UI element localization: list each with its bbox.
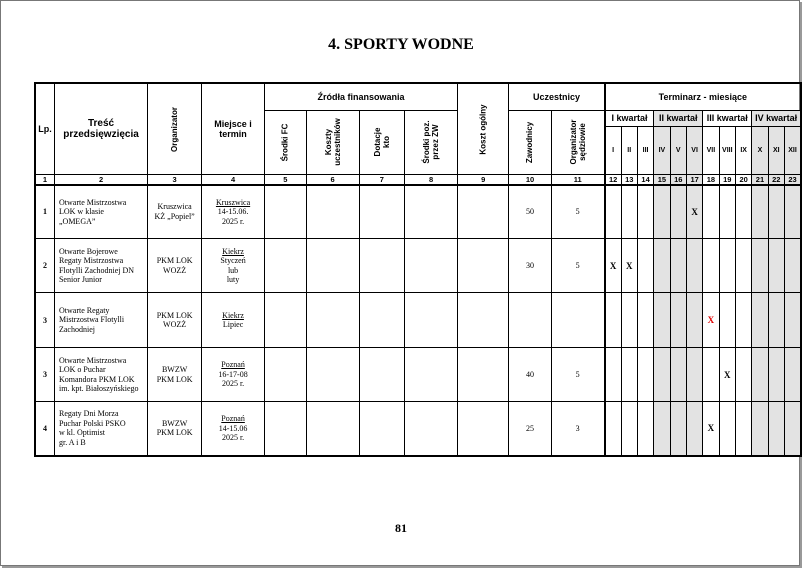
row-zawodnicy: 40 [509, 348, 551, 402]
cell-line: im. kpt. Białoszyńskiego [58, 384, 139, 393]
column-number-23: 23 [784, 174, 801, 185]
column-number-1: 1 [35, 174, 54, 185]
header-terminarz: Terminarz - miesiące [605, 83, 801, 110]
row-finance-6 [306, 293, 359, 348]
header-month-12: XII [784, 126, 801, 174]
row-finance-8 [405, 293, 458, 348]
row-month-12 [784, 348, 801, 402]
row-tresc [54, 348, 147, 402]
header-zawodnicy: Zawodnicy [509, 110, 551, 174]
row-month-10 [752, 185, 768, 239]
cell-line: WOZŻ [163, 320, 187, 329]
cell-line: Zachodniej [58, 324, 95, 334]
row-finance-8 [405, 402, 458, 456]
row-miejsce [202, 402, 265, 456]
row-month-5 [670, 185, 686, 239]
page-title: 4. SPORTY WODNE [328, 36, 474, 53]
row-month-4 [654, 348, 670, 402]
column-number-11: 11 [551, 174, 605, 185]
column-number-3: 3 [148, 174, 202, 185]
header-month-5: V [670, 126, 686, 174]
row-month-2 [621, 348, 637, 402]
row-month-3 [637, 348, 653, 402]
cell-line: Otwarte Mistrzostwa [58, 355, 127, 365]
header-organizator-sedziowie: Organizator sędziowie [551, 110, 605, 174]
row-month-11 [768, 348, 784, 402]
header-month-6: VI [686, 126, 702, 174]
row-month-4 [654, 185, 670, 239]
row-month-2 [621, 185, 637, 239]
row-finance-9 [458, 293, 509, 348]
row-finance-5 [264, 239, 306, 293]
row-miejsce [202, 348, 265, 402]
cell-line: 2025 r. [221, 379, 245, 389]
row-lp: 2 [35, 239, 54, 293]
cell-line: Flotylli Zachodniej DN [58, 265, 135, 275]
column-number-21: 21 [752, 174, 768, 185]
row-month-1 [605, 402, 621, 456]
cell-line: Otwarte Mistrzostwa [58, 197, 127, 207]
cell-line: Senior Junior [58, 275, 102, 284]
events-table [34, 82, 802, 457]
cell-line: lub [227, 265, 239, 275]
row-month-9 [736, 348, 752, 402]
row-month-8: X [719, 348, 735, 402]
row-month-5 [670, 402, 686, 456]
row-lp: 3 [35, 348, 54, 402]
row-month-7 [703, 348, 719, 402]
column-number-14: 14 [637, 174, 653, 185]
row-organizator [148, 239, 202, 293]
row-miejsce [202, 293, 265, 348]
row-miejsce-place: Kiekrz [222, 310, 244, 320]
row-lp: 1 [35, 185, 54, 239]
row-sedziowie: 5 [551, 239, 605, 293]
row-finance-7 [359, 185, 404, 239]
cell-line: 2025 r. [221, 433, 245, 442]
header-uczestnicy: Uczestnicy [509, 83, 605, 110]
row-month-12 [784, 239, 801, 293]
row-lp: 3 [35, 293, 54, 348]
row-month-5 [670, 239, 686, 293]
row-month-3 [637, 239, 653, 293]
column-number-2: 2 [54, 174, 147, 185]
row-organizator [148, 293, 202, 348]
row-month-10 [752, 239, 768, 293]
row-sedziowie: 5 [551, 348, 605, 402]
column-number-9: 9 [458, 174, 509, 185]
row-finance-9 [458, 185, 509, 239]
row-finance-8 [405, 348, 458, 402]
header-month-4: IV [654, 126, 670, 174]
row-month-12 [784, 402, 801, 456]
row-finance-5 [264, 402, 306, 456]
table-row [35, 185, 801, 239]
row-finance-6 [306, 239, 359, 293]
cell-line: LOK o Puchar [58, 365, 106, 374]
row-month-11 [768, 402, 784, 456]
row-month-9 [736, 293, 752, 348]
row-month-10 [752, 348, 768, 402]
row-miejsce [202, 185, 265, 239]
row-tresc [54, 402, 147, 456]
cell-line: Otwarte Regaty [58, 305, 110, 315]
row-month-7 [703, 239, 719, 293]
column-number-17: 17 [686, 174, 702, 185]
row-finance-5 [264, 348, 306, 402]
row-month-9 [736, 185, 752, 239]
row-month-11 [768, 185, 784, 239]
row-finance-6 [306, 185, 359, 239]
row-month-7 [703, 185, 719, 239]
row-zawodnicy: 25 [509, 402, 551, 456]
row-finance-5 [264, 293, 306, 348]
row-month-7: X [703, 402, 719, 456]
row-tresc [54, 185, 147, 239]
cell-line: w kl. Optimist [58, 428, 105, 438]
column-number-19: 19 [719, 174, 735, 185]
header-month-3: III [637, 126, 653, 174]
header-kwartal-3: III kwartał [703, 110, 752, 126]
cell-line: 16-17-08 [218, 369, 248, 379]
row-month-1 [605, 185, 621, 239]
row-month-12 [784, 185, 801, 239]
row-month-1: X [605, 239, 621, 293]
cell-line: 14-15.06. [217, 207, 249, 216]
column-number-8: 8 [405, 174, 458, 185]
row-sedziowie: 3 [551, 402, 605, 456]
header-month-2: II [621, 126, 637, 174]
header-miejsce: Miejsce i termin [202, 83, 265, 174]
row-month-3 [637, 293, 653, 348]
row-miejsce-place: Poznań [221, 414, 245, 423]
row-month-2 [621, 402, 637, 456]
cell-line: gr. A i B [58, 437, 86, 447]
cell-line: Otwarte Bojerowe [58, 246, 118, 256]
cell-line: Lipiec [222, 320, 244, 329]
row-finance-8 [405, 185, 458, 239]
column-number-4: 4 [202, 174, 265, 185]
column-number-20: 20 [736, 174, 752, 185]
cell-line: 14-15.06 [218, 423, 248, 433]
cell-line: Kruszwica [157, 202, 192, 212]
row-month-3 [637, 402, 653, 456]
row-month-6 [686, 239, 702, 293]
cell-line: PKM LOK [156, 428, 193, 438]
page-number: 81 [395, 521, 407, 535]
row-finance-6 [306, 348, 359, 402]
row-month-4 [654, 402, 670, 456]
column-number-7: 7 [359, 174, 404, 185]
cell-line: „OMEGA” [58, 216, 96, 226]
cell-line: BWZW [161, 365, 188, 374]
row-finance-8 [405, 239, 458, 293]
row-organizator [148, 185, 202, 239]
row-sedziowie: 5 [551, 185, 605, 239]
column-number-22: 22 [768, 174, 784, 185]
cell-line: PKM LOK [156, 374, 193, 384]
header-koszt-ogolny: Koszt ogólny [458, 83, 509, 174]
column-number-12: 12 [605, 174, 621, 185]
cell-line: Komandora PKM LOK [58, 374, 135, 384]
row-month-8 [719, 402, 735, 456]
row-zawodnicy [509, 293, 551, 348]
row-month-3 [637, 185, 653, 239]
row-month-2: X [621, 239, 637, 293]
column-number-13: 13 [621, 174, 637, 185]
row-lp: 4 [35, 402, 54, 456]
row-finance-7 [359, 239, 404, 293]
header-zrodla: Źródła finansowania [264, 83, 457, 110]
header-dotacje: Dotacje kto [359, 110, 404, 174]
header-month-9: IX [736, 126, 752, 174]
cell-line: KŻ „Popiel” [154, 211, 195, 221]
row-month-10 [752, 293, 768, 348]
row-month-9 [736, 402, 752, 456]
row-month-7: X [703, 293, 719, 348]
header-koszty-uczestnikow: Koszty uczestników [306, 110, 359, 174]
row-organizator [148, 402, 202, 456]
row-month-2 [621, 293, 637, 348]
row-month-1 [605, 348, 621, 402]
header-month-10: X [752, 126, 768, 174]
row-month-6 [686, 348, 702, 402]
row-month-8 [719, 239, 735, 293]
row-finance-9 [458, 348, 509, 402]
row-month-6 [686, 293, 702, 348]
header-month-8: VIII [719, 126, 735, 174]
header-kwartal-2: II kwartał [654, 110, 703, 126]
header-srodki-zw: Środki poz. przez ZW [405, 110, 458, 174]
header-kwartal-1: I kwartał [605, 110, 654, 126]
row-sedziowie [551, 293, 605, 348]
header-month-1: I [605, 126, 621, 174]
table-row [35, 402, 801, 456]
cell-line: Regaty Mistrzostwa [58, 256, 124, 265]
cell-line: WOZŻ [163, 265, 187, 275]
cell-line: Puchar Polski PSKO [58, 418, 126, 428]
table-row [35, 239, 801, 293]
row-miejsce-place: Kiekrz [222, 246, 244, 256]
row-tresc [54, 239, 147, 293]
row-finance-5 [264, 185, 306, 239]
row-zawodnicy: 50 [509, 185, 551, 239]
row-month-5 [670, 293, 686, 348]
header-month-11: XI [768, 126, 784, 174]
row-month-6 [686, 402, 702, 456]
header-month-7: VII [703, 126, 719, 174]
row-zawodnicy: 30 [509, 239, 551, 293]
row-month-12 [784, 293, 801, 348]
cell-line: PKM LOK [156, 256, 193, 265]
row-month-4 [654, 293, 670, 348]
row-month-11 [768, 239, 784, 293]
header-tresc: Treść przedsięwzięcia [54, 83, 147, 174]
row-month-6: X [686, 185, 702, 239]
row-finance-7 [359, 402, 404, 456]
row-month-4 [654, 239, 670, 293]
table-row [35, 348, 801, 402]
cell-line: Styczeń [220, 256, 246, 265]
row-month-8 [719, 185, 735, 239]
row-month-10 [752, 402, 768, 456]
column-number-15: 15 [654, 174, 670, 185]
row-tresc [54, 293, 147, 348]
row-month-5 [670, 348, 686, 402]
header-kwartal-4: IV kwartał [752, 110, 801, 126]
header-lp: Lp. [35, 83, 54, 174]
cell-line: luty [226, 275, 240, 284]
column-number-6: 6 [306, 174, 359, 185]
column-number-18: 18 [703, 174, 719, 185]
cell-line: PKM LOK [156, 310, 193, 320]
row-finance-7 [359, 348, 404, 402]
column-number-5: 5 [264, 174, 306, 185]
header-organizator: Organizator [148, 83, 202, 174]
cell-line: 2025 r. [221, 216, 245, 226]
row-finance-9 [458, 239, 509, 293]
row-miejsce-place: Poznań [221, 360, 245, 370]
cell-line: Regaty Dni Morza [58, 409, 119, 419]
row-organizator [148, 348, 202, 402]
row-finance-7 [359, 293, 404, 348]
cell-line: LOK w klasie [58, 207, 104, 216]
row-miejsce-place: Kruszwica [215, 197, 251, 207]
cell-line: BWZW [161, 418, 188, 428]
row-miejsce [202, 239, 265, 293]
column-number-10: 10 [509, 174, 551, 185]
row-month-8 [719, 293, 735, 348]
table-row [35, 293, 801, 348]
cell-line: Mistrzostwa Flotylli [58, 315, 125, 325]
row-month-11 [768, 293, 784, 348]
row-month-1 [605, 293, 621, 348]
header-srodki-fc: Środki FC [264, 110, 306, 174]
row-finance-9 [458, 402, 509, 456]
row-finance-6 [306, 402, 359, 456]
row-month-9 [736, 239, 752, 293]
column-number-16: 16 [670, 174, 686, 185]
